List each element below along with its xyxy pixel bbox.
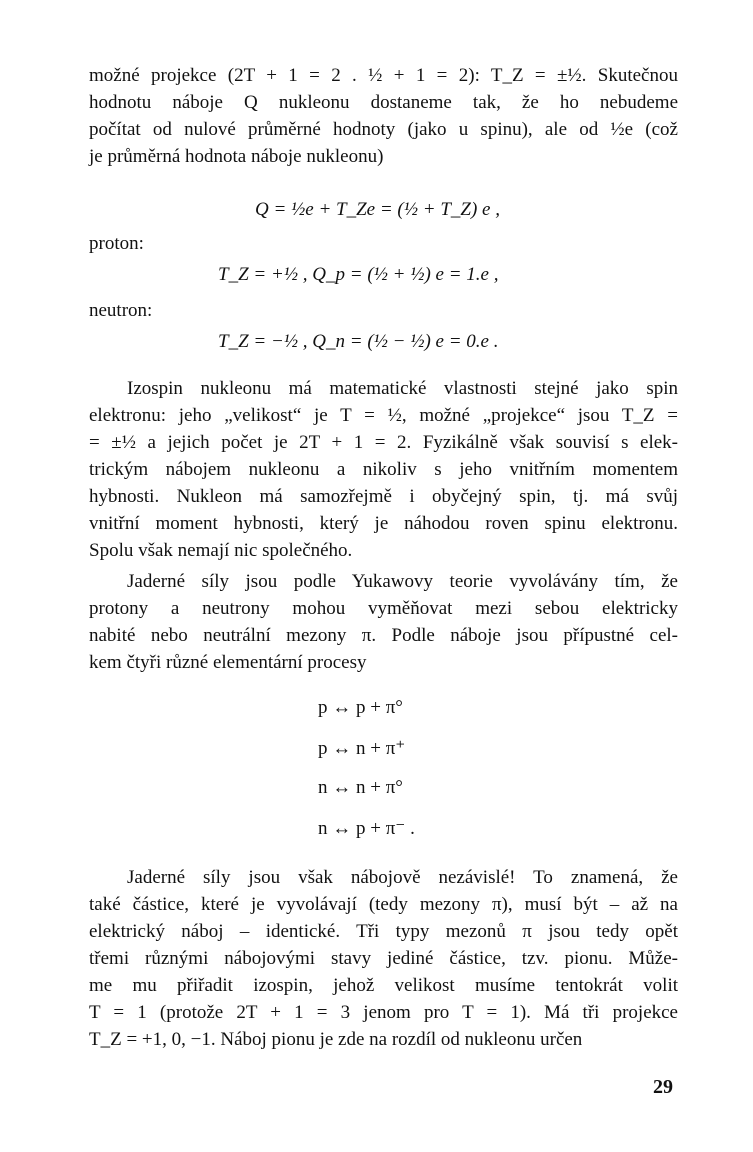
text-line: Jaderné síly jsou podle Yukawovy teorie vyvolávány tím, že	[127, 571, 678, 592]
text-line: T_Z = +1, 0, −1. Náboj pionu je zde na rozdíl od nukleonu určen	[89, 1029, 583, 1050]
reaction: n ↔ p + π⁻ .	[318, 818, 415, 839]
text-line: elektronu: jeho „velikost“ je T = ½, možné „projekce“ jsou T_Z =	[89, 405, 678, 426]
text-line: hodnotu náboje Q nukleonu dostaneme tak, že ho nebudeme	[89, 92, 678, 113]
text-line: trickým nábojem nukleonu a nikoliv s jeho vnitřním momentem	[89, 459, 678, 480]
page-number: 29	[653, 1076, 673, 1098]
text-line: me mu přiřadit izospin, jehož velikost musíme tentokrát volit	[89, 975, 678, 996]
text-line: elektrický náboj – identické. Tři typy mezonů π jsou tedy opět	[89, 921, 678, 942]
text-line: možné projekce (2T + 1 = 2 . ½ + 1 = 2): T_Z = ±½. Skutečnou	[89, 65, 678, 86]
text-line: hybnosti. Nukleon má samozřejmě i obyčejný spin, tj. má svůj	[89, 486, 678, 507]
text-line: = ±½ a jejich počet je 2T + 1 = 2. Fyzikálně však souvisí s elek-	[89, 432, 678, 453]
text-line: Jaderné síly jsou však nábojově nezávislé! To znamená, že	[127, 867, 678, 888]
charge-formula: Q = ½e + T_Ze = (½ + T_Z) e ,	[255, 199, 500, 220]
text-line: počítat od nulové průměrné hodnoty (jako u spinu), ale od ½e (což	[89, 119, 678, 140]
reaction: n ↔ n + π°	[318, 777, 403, 798]
text-line: nabité nebo neutrální mezony π. Podle náboje jsou přípustné cel-	[89, 625, 678, 646]
text-line: také částice, které je vyvolávají (tedy mezony π), musí být – až na	[89, 894, 678, 915]
text-line: kem čtyři různé elementární procesy	[89, 652, 367, 673]
text-line: vnitřní moment hybnosti, který je náhodou roven spinu elektronu.	[89, 513, 678, 534]
reaction: p ↔ p + π°	[318, 697, 403, 718]
paragraph-charge-independence	[89, 864, 678, 1053]
text-line: Izospin nukleonu má matematické vlastnosti stejné jako spin	[127, 378, 678, 399]
proton-label: proton:	[89, 233, 144, 254]
proton-equation: T_Z = +½ , Q_p = (½ + ½) e = 1.e ,	[218, 264, 499, 285]
text-line: T = 1 (protože 2T + 1 = 3 jenom pro T = 1). Má tři projekce	[89, 1002, 678, 1023]
paragraph-yukawa	[89, 568, 678, 676]
reaction: p ↔ n + π⁺	[318, 738, 406, 759]
neutron-equation: T_Z = −½ , Q_n = (½ − ½) e = 0.e .	[218, 331, 499, 352]
neutron-label: neutron:	[89, 300, 153, 321]
text-line: třemi různými nábojovými stavy jediné částice, tzv. pionu. Může-	[89, 948, 678, 969]
text-line: je průměrná hodnota náboje nukleonu)	[89, 146, 384, 167]
paragraph-isospin	[89, 375, 678, 564]
text-line: Spolu však nemají nic společného.	[89, 540, 353, 561]
text-line: protony a neutrony mohou vyměňovat mezi sebou elektricky	[89, 598, 678, 619]
paragraph-projections	[89, 62, 678, 170]
